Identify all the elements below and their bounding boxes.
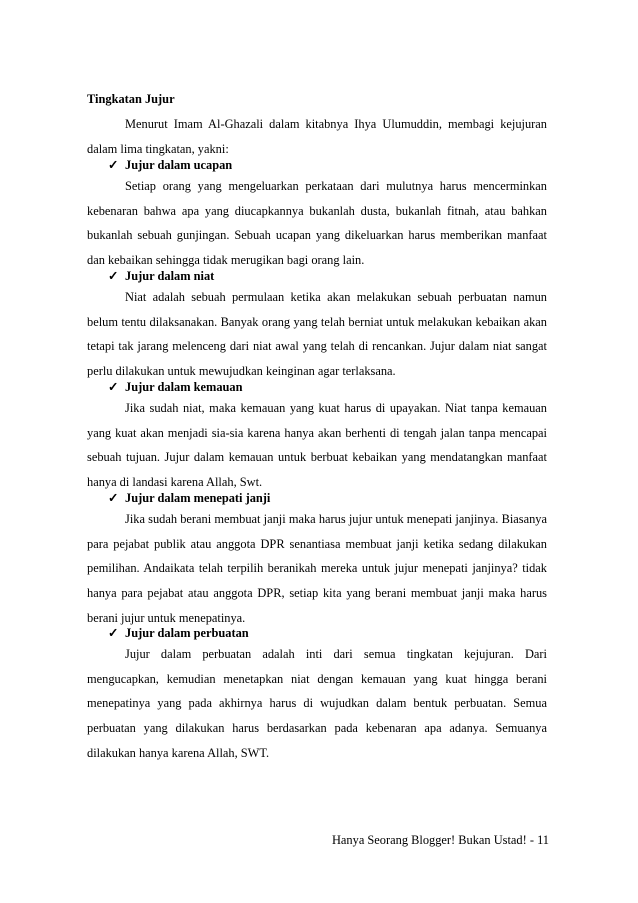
checkmark-icon: ✓ (108, 269, 119, 283)
intro-paragraph: Menurut Imam Al-Ghazali dalam kitabnya Ihya Ulumuddin, membagi kejujuran dalam lima tingkatan, yakni: (87, 117, 547, 156)
level-title: Jujur dalam menepati janji (125, 491, 271, 505)
checkmark-icon: ✓ (108, 158, 119, 172)
level-heading-perbuatan (108, 625, 249, 641)
level-paragraph-niat: Niat adalah sebuah permulaan ketika akan melakukan sebuah perbuatan namun belum tentu dilaksanakan. Banyak orang yang telah berniat untuk melakukan kebaikan akan tetapi tak jarang melenceng dari niat awal yang telah di rencankan. Jujur dalam niat sangat perlu dilakukan untuk mewujudkan keinginan agar terlaksana. (87, 290, 547, 379)
level-heading-menepati-janji (108, 490, 270, 506)
level-paragraph-ucapan: Setiap orang yang mengeluarkan perkataan dari mulutnya harus mencerminkan kebenaran bahwa apa yang diucapkannya bukanlah dusta, bukanlah fitnah, atau bahkan bukanlah sebuah gunjingan. Sebuah ucapan yang dikeluarkan harus memberikan manfaat dan kebaikan sehingga tidak merugikan bagi orang lain. (87, 179, 547, 268)
level-title: Jujur dalam kemauan (125, 380, 243, 394)
level-title: Jujur dalam ucapan (125, 158, 233, 172)
checkmark-icon: ✓ (108, 626, 119, 640)
level-paragraph-kemauan: Jika sudah niat, maka kemauan yang kuat harus di upayakan. Niat tanpa kemauan yang kuat akan menjadi sia-sia karena hanya akan berhenti di tengah jalan tanpa mencapai sebuah tujuan. Jujur dalam kemauan untuk berbuat kebaikan yang mendatangkan manfaat hanya di landasi karena Allah, Swt. (87, 401, 547, 490)
page-footer: Hanya Seorang Blogger! Bukan Ustad! - 11 (331, 833, 549, 847)
level-title: Jujur dalam perbuatan (125, 626, 249, 640)
level-heading-kemauan (108, 379, 243, 395)
level-paragraph-perbuatan: Jujur dalam perbuatan adalah inti dari semua tingkatan kejujuran. Dari mengucapkan, kemudian menetapkan niat dengan kemauan yang kuat hingga berani menepatinya yang pada akhirnya harus di wujudkan dalam bentuk perbuatan. Semua perbuatan yang dilakukan harus berdasarkan pada kebenaran apa adanya. Semuanya dilakukan hanya karena Allah, SWT. (87, 647, 547, 760)
section-title: Tingkatan Jujur (87, 92, 175, 106)
checkmark-icon: ✓ (108, 380, 119, 394)
level-heading-ucapan (108, 157, 232, 173)
checkmark-icon: ✓ (108, 491, 119, 505)
level-heading-niat (108, 268, 214, 284)
level-paragraph-menepati-janji: Jika sudah berani membuat janji maka harus jujur untuk menepati janjinya. Biasanya para pejabat publik atau anggota DPR senantiasa membuat janji ketika sedang dilakukan pemilihan. Andaikata telah terpilih beranikah mereka untuk jujur menepati janjinya? tidak hanya para pejabat atau anggota DPR, setiap kita yang berani membuat janji maka harus berani jujur untuk menepatinya. (87, 512, 547, 625)
level-title: Jujur dalam niat (125, 269, 215, 283)
